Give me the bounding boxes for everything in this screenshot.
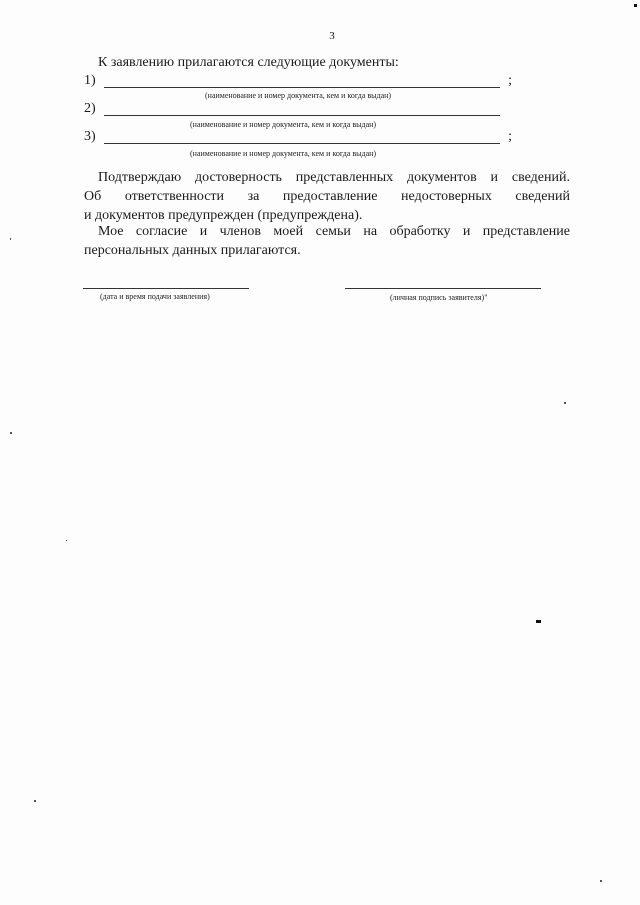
attachment-number: 3) — [84, 129, 96, 144]
scan-speck — [66, 540, 67, 541]
attachment-line-1 — [84, 73, 514, 89]
scan-speck — [564, 402, 566, 404]
consent-line-2: персональных данных прилагаются. — [84, 243, 301, 258]
fill-line — [104, 87, 500, 88]
attachment-end-mark: ; — [508, 73, 512, 88]
scan-speck — [34, 800, 36, 802]
scan-speck — [10, 238, 11, 240]
confirmation-line-2: Об ответственности за предоставление недостоверных сведений — [84, 189, 570, 204]
fill-line — [104, 143, 500, 144]
consent-paragraph — [84, 222, 570, 260]
page-number: 3 — [329, 30, 335, 42]
date-signature-line — [83, 288, 249, 289]
attachment-end-mark: ; — [508, 129, 512, 144]
attachment-number: 1) — [84, 73, 96, 88]
confirmation-line-3: и документов предупрежден (предупреждена). — [84, 208, 363, 223]
attachment-caption-3: (наименование и номер документа, кем и когда выдан) — [190, 149, 377, 158]
date-caption: (дата и время подачи заявления) — [100, 292, 210, 301]
attachment-caption-1: (наименование и номер документа, кем и когда выдан) — [205, 91, 392, 100]
signature-caption: (личная подпись заявителя)" — [390, 293, 488, 302]
consent-line-1: Мое согласие и членов моей семьи на обработку и представление — [98, 224, 570, 239]
scan-speck — [634, 4, 637, 7]
scan-speck — [600, 880, 602, 882]
fill-line — [104, 115, 500, 116]
confirmation-line-1: Подтверждаю достоверность представленных документов и сведений. — [98, 170, 570, 185]
attachments-intro: К заявлению прилагаются следующие документы: — [98, 55, 399, 70]
personal-signature-line — [345, 288, 541, 289]
attachment-caption-2: (наименование и номер документа, кем и когда выдан) — [190, 120, 377, 129]
scan-speck — [10, 432, 12, 434]
attachment-line-2 — [84, 101, 514, 117]
attachment-number: 2) — [84, 101, 96, 116]
attachment-line-3 — [84, 129, 514, 145]
confirmation-paragraph — [84, 168, 570, 225]
scan-speck — [536, 620, 541, 623]
